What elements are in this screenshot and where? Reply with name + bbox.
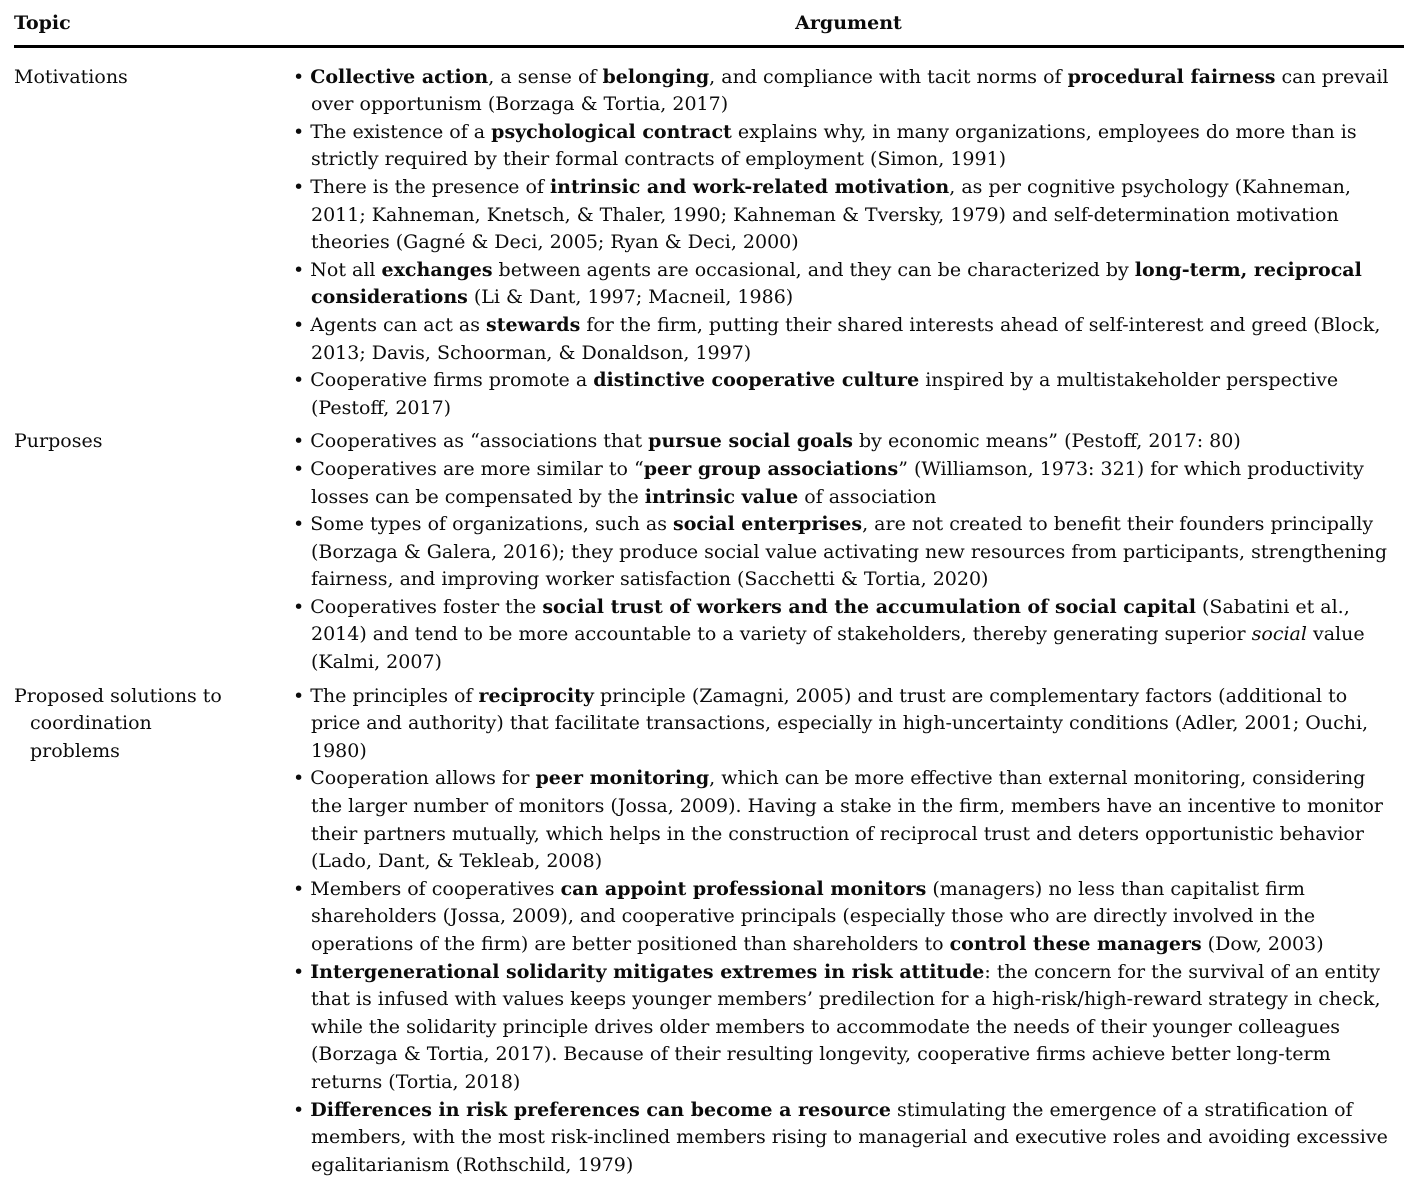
text-segment: There is the presence of [310, 175, 550, 198]
text-segment: Cooperatives are more similar to “ [310, 457, 644, 480]
argument-bullet [293, 511, 1394, 594]
text-segment: Differences in risk preferences can become a resource [310, 1098, 891, 1121]
text-segment: social [1251, 623, 1307, 646]
text-segment: (Dow, 2003) [1201, 933, 1324, 955]
argument-cell [293, 428, 1394, 676]
text-segment: Agents can act as [310, 313, 487, 336]
column-header-topic: Topic [14, 12, 71, 34]
text-segment: between agents are occasional, and they can be characterized by [492, 258, 1135, 281]
argument-bullet [293, 959, 1394, 1097]
argument-bullet [293, 367, 1394, 422]
text-segment: The principles of [310, 684, 479, 707]
text-segment: : the concern for the survival of an entity that is infused with values keeps younger members’ predilection for a high-risk/high-reward strategy in check, while the solidarity principle drives older members to accommodate the needs of their younger colleagues (Borzaga & Tortia, 2017). Because of their resulting longevity, cooperative firms achieve better long-term returns (Tortia, 2018) [311, 960, 1381, 1093]
table-header [10, 10, 1404, 45]
text-segment: (Li & Dant, 1997; Macneil, 1986) [467, 286, 794, 309]
text-segment: Not all [310, 258, 382, 281]
argument-bullet [293, 174, 1394, 257]
argument-bullet [293, 312, 1394, 367]
text-segment: distinctive cooperative culture [593, 369, 920, 392]
column-header-argument: Argument [795, 12, 902, 34]
text-segment: stimulating the emergence of a stratification of members, with the most risk-inclined members rising to managerial and executive roles and avoiding excessive egalitarianism (Rothschild, 1979) [311, 1098, 1388, 1176]
bullet-icon: • [293, 313, 311, 336]
bullet-icon: • [293, 175, 311, 198]
text-segment: , and compliance with tacit norms of [709, 65, 1068, 88]
argument-bullet [293, 1097, 1394, 1180]
text-segment: reciprocity [478, 684, 594, 707]
argument-bullet [293, 765, 1394, 875]
text-segment: principle (Zamagni, 2005) and trust are complementary factors (additional to price and authority) that facilitate transactions, especially in high-uncertainty conditions (Adler, 2001; Ouchi, 1980) [311, 684, 1369, 762]
text-segment: belonging [602, 65, 710, 88]
text-segment: peer monitoring [535, 767, 710, 790]
argument-bullet [293, 119, 1394, 174]
argument-bullet [293, 594, 1394, 677]
table-row [10, 428, 1404, 676]
argument-bullet [293, 64, 1394, 119]
argument-bullet [293, 876, 1394, 959]
text-segment: inspired by a multistakeholder perspective (Pestoff, 2017) [311, 369, 1339, 419]
bullet-icon: • [293, 457, 311, 480]
text-segment: Members of cooperatives [310, 877, 561, 900]
text-segment: of association [798, 485, 937, 508]
text-segment: , which can be more effective than external monitoring, considering the larger number of monitors (Jossa, 2009). Having a stake in the firm, members have an incentive to monitor their partners mutually, which helps in the construction of reciprocal trust and deters opportunistic behavior (Lado, Dant, & Tekleab, 2008) [311, 767, 1383, 873]
text-segment: peer group associations [643, 457, 899, 480]
argument-cell [293, 64, 1394, 423]
bullet-icon: • [293, 369, 311, 392]
text-segment: social trust of workers and the accumulation of social capital [542, 595, 1196, 618]
bullet-icon: • [293, 595, 311, 618]
bullet-icon: • [293, 960, 311, 983]
bullet-icon: • [293, 877, 311, 900]
text-segment: can appoint professional monitors [560, 877, 927, 900]
text-segment: Cooperative firms promote a [310, 369, 594, 392]
text-segment: (Sabatini et al., 2014) and tend to be more accountable to a variety of stakeholders, thereby generating superior [311, 595, 1350, 646]
text-segment: long-term, reciprocal considerations [311, 258, 1362, 309]
text-segment: exchanges [381, 258, 493, 281]
argument-cell [293, 683, 1394, 1180]
text-segment: psychological contract [491, 120, 732, 143]
text-segment: Cooperatives foster the [310, 595, 543, 618]
argument-bullet [293, 456, 1394, 511]
text-segment: , a sense of [488, 65, 603, 88]
text-segment: (managers) no less than capitalist firm shareholders (Jossa, 2009), and cooperative principals (especially those who are directly involved in the operations of the firm) are better positioned than shareholders to [311, 877, 1316, 955]
text-segment: Cooperatives as “associations that [310, 430, 649, 453]
bullet-icon: • [293, 1098, 311, 1121]
text-segment: can prevail over opportunism (Borzaga & Tortia, 2017) [311, 65, 1389, 116]
argument-bullet [293, 683, 1394, 766]
argument-bullet [293, 428, 1394, 456]
bullet-icon: • [293, 120, 311, 143]
text-segment: pursue social goals [648, 430, 853, 453]
topic-cell: Motivations [14, 65, 128, 88]
text-segment: social enterprises [673, 513, 863, 536]
bullet-icon: • [293, 430, 311, 453]
text-segment: ” (Williamson, 1973: 321) for which productivity losses can be compensated by the [311, 457, 1364, 508]
text-segment: intrinsic value [644, 485, 799, 508]
text-segment: by economic means” (Pestoff, 2017: 80) [852, 430, 1241, 453]
table-body [10, 48, 1404, 1180]
bullet-icon: • [293, 258, 311, 281]
text-segment: Intergenerational solidarity mitigates extremes in risk attitude [310, 960, 985, 983]
table-row [10, 683, 1404, 1180]
text-segment: Some types of organizations, such as [310, 513, 673, 536]
text-segment: procedural fairness [1067, 65, 1276, 88]
text-segment: , are not created to benefit their founders principally (Borzaga & Galera, 2016); they produce social value activating new resources from participants, strengthening fairness, and improving worker satisfaction (Sacchetti & Tortia, 2020) [311, 513, 1388, 591]
text-segment: explains why, in many organizations, employees do more than is strictly required by their formal contracts of employment (Simon, 1991) [311, 120, 1357, 171]
bullet-icon: • [293, 684, 311, 707]
table-row [10, 64, 1404, 423]
bullet-icon: • [293, 65, 311, 88]
topic-cell: Proposed solutions to coordination problems [14, 684, 222, 762]
text-segment: The existence of a [310, 120, 492, 143]
topic-cell: Purposes [14, 430, 103, 453]
text-segment: intrinsic and work-related motivation [549, 175, 950, 198]
bullet-icon: • [293, 513, 311, 536]
argument-bullet [293, 257, 1394, 312]
text-segment: Collective action [310, 65, 489, 88]
text-segment: , as per cognitive psychology (Kahneman, 2011; Kahneman, Knetsch, & Thaler, 1990; Kahneman & Tversky, 1979) and self-determination motivation theories (Gagné & Deci, 2005; Ryan & Deci, 2000) [311, 175, 1351, 254]
text-segment: for the firm, putting their shared interests ahead of self-interest and greed (Block, 2013; Davis, Schoorman, & Donaldson, 1997) [311, 313, 1381, 364]
bullet-icon: • [293, 767, 311, 790]
text-segment: value (Kalmi, 2007) [311, 623, 1365, 674]
text-segment: Cooperation allows for [310, 767, 536, 790]
text-segment: stewards [486, 313, 581, 336]
text-segment: control these managers [949, 933, 1202, 955]
